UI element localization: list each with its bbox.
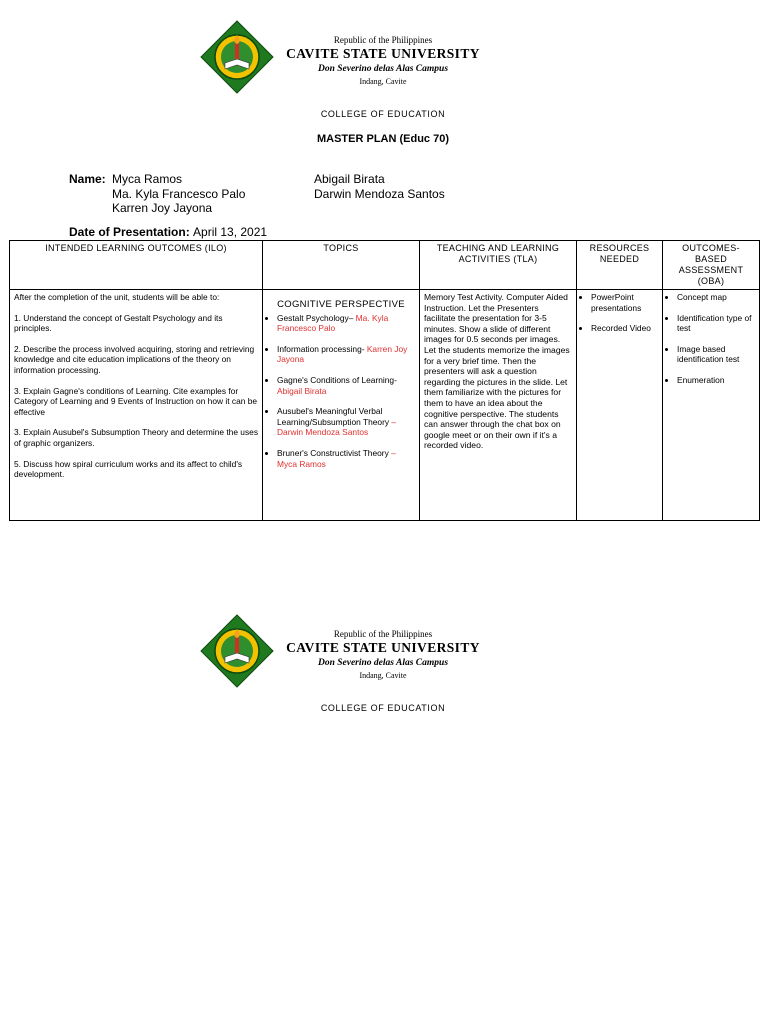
member-name: Ma. Kyla Francesco Palo (112, 186, 246, 201)
names-label: Name: (69, 172, 106, 186)
resources-cell (577, 290, 663, 521)
member-name: Abigail Birata (314, 172, 385, 186)
resources-list (581, 292, 658, 334)
topic-item (277, 375, 415, 396)
oba-item: • Image based identification test (677, 344, 755, 365)
topic-name: Gagne's Conditions of Learning- (277, 374, 397, 385)
topic-item (277, 344, 415, 365)
names-column-2 (314, 172, 445, 201)
town-name: Indang, Cavite (359, 671, 407, 680)
university-name: CAVITE STATE UNIVERSITY (286, 640, 480, 655)
topics-cell (263, 290, 420, 521)
oba-item: • Enumeration (677, 375, 755, 386)
topic-name: Gestalt Psychology– (277, 312, 356, 323)
master-plan-table (9, 240, 760, 521)
republic-line: Republic of the Philippines (333, 35, 433, 45)
presentation-date (69, 225, 267, 239)
topic-item (277, 448, 415, 469)
republic-line: Republic of the Philippines (333, 629, 433, 639)
topic-presenter: – Darwin Mendoza Santos (277, 416, 397, 438)
date-value: April 13, 2021 (193, 225, 268, 239)
college-name: COLLEGE OF EDUCATION (320, 703, 446, 713)
oba-item: • Concept map (677, 292, 755, 303)
ilo-item: 5. Discuss how spiral curriculum works and its affect to child's development. (14, 458, 243, 480)
resource-item: • PowerPoint presentations (591, 292, 658, 313)
ilo-item: 2. Describe the process involved acquiring, storing and retrieving knowledge and cite education implications of the theory on information processing. (14, 343, 255, 375)
topic-name: Bruner's Constructivist Theory (277, 447, 392, 458)
resource-item: • Recorded Video (591, 323, 658, 334)
header-ilo: INTENDED LEARNING OUTCOMES (ILO) (10, 241, 263, 290)
topics-heading: COGNITIVE PERSPECTIVE (277, 299, 405, 310)
campus-name: Don Severino delas Alas Campus (317, 658, 449, 668)
college-name: COLLEGE OF EDUCATION (320, 109, 446, 119)
tla-cell (420, 290, 577, 521)
table-header-row (10, 241, 760, 290)
oba-cell (663, 290, 760, 521)
topic-presenter: Ma. Kyla Francesco Palo (277, 312, 389, 334)
ilo-intro: After the completion of the unit, students will be able to: (14, 292, 220, 302)
ilo-item: 3. Explain Ausubel's Subsumption Theory and determine the uses of graphic organizers. (14, 427, 259, 448)
member-name: Karren Joy Jayona (112, 201, 213, 215)
topics-list (267, 313, 415, 470)
topic-presenter: – Myca Ramos (277, 447, 396, 469)
ilo-list (14, 313, 258, 480)
header-resources: RESOURCES NEEDED (577, 241, 663, 290)
topic-name: Ausubel's Meaningful Verbal Learning/Subsumption Theory (277, 406, 392, 427)
document-title: MASTER PLAN (Educ 70) (316, 133, 449, 145)
names-column-1 (112, 172, 245, 216)
tla-text: Memory Test Activity. Computer Aided Instruction. Let the Presenters facilitate the presentation for 3-5 minutes. Show a slide of different images for 0.5 seconds per images. Let the students memorize the images for a very brief time. Then the presenters will ask a question regarding the pictures in the slide. Let them familiarize with the pictures for them to have an idea about the cognitive perspective. The students can answer through the chat box on google meet or on their own if it's a recorded video. (424, 292, 570, 451)
header-oba: OUTCOMES-BASED ASSESSMENT (OBA) (663, 241, 760, 290)
topic-item (277, 313, 415, 334)
topic-item (277, 406, 415, 438)
town-name: Indang, Cavite (359, 77, 407, 86)
topic-presenter: Abigail Birata (277, 385, 327, 396)
header-tla: TEACHING AND LEARNING ACTIVITIES (TLA) (420, 241, 577, 290)
oba-list (667, 292, 755, 386)
date-label: Date of Presentation: (69, 225, 190, 239)
ilo-item: 1. Understand the concept of Gestalt Psychology and its principles. (14, 312, 223, 334)
campus-name: Don Severino delas Alas Campus (317, 64, 449, 74)
ilo-cell (10, 290, 263, 521)
header-topics: TOPICS (263, 241, 420, 290)
university-name: CAVITE STATE UNIVERSITY (286, 46, 480, 61)
topic-presenter: Karren Joy Jayona (277, 343, 408, 365)
oba-item: • Identification type of test (677, 313, 755, 334)
member-name: Darwin Mendoza Santos (314, 186, 445, 201)
member-name: Myca Ramos (112, 172, 183, 186)
ilo-item: 3. Explain Gagne's conditions of Learning. Cite examples for Category of Learning and 9 Events of Instruction on how it can be effective (14, 385, 258, 417)
topic-name: Information processing- (277, 343, 367, 354)
table-row (10, 290, 760, 521)
